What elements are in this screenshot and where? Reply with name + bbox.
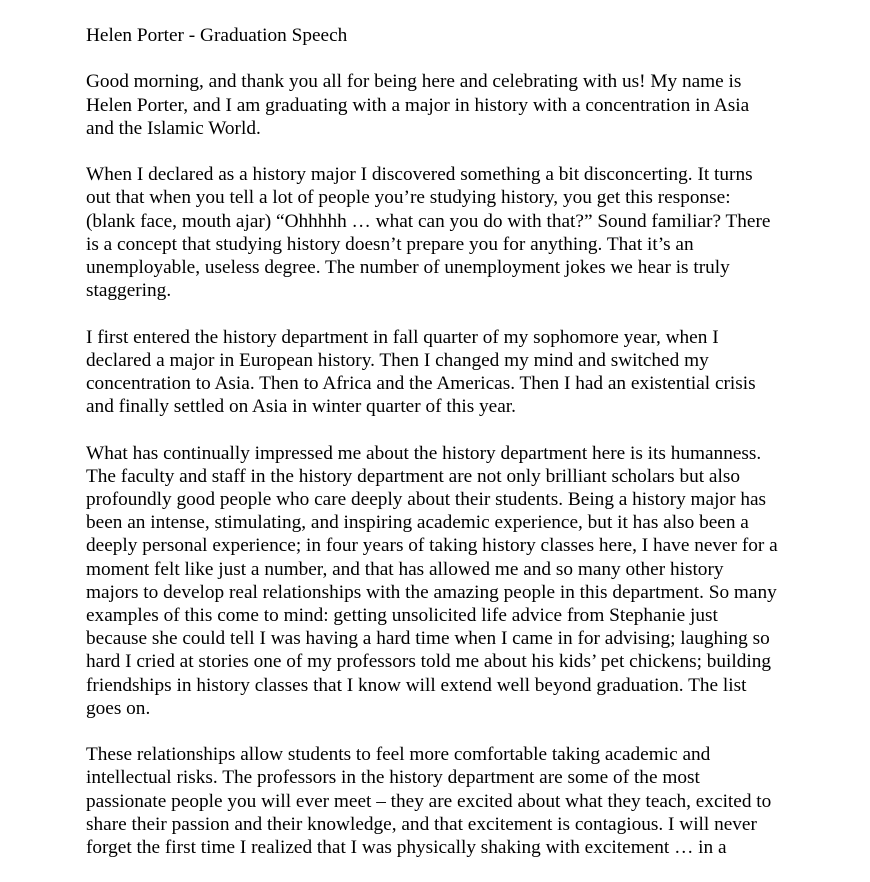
- text-line: passionate people you will ever meet – they are excited about what they teach, excited to: [86, 790, 772, 812]
- text-line: is a concept that studying history doesn’t prepare you for anything. That it’s an: [86, 233, 694, 255]
- text-line: profoundly good people who care deeply about their students. Being a history major has: [86, 489, 767, 510]
- text-line: These relationships allow students to feel more comfortable taking academic and: [86, 744, 711, 766]
- text-line: friendships in history classes that I know will extend well beyond graduation. The list: [86, 674, 747, 696]
- text-line: hard I cried at stories one of my professors told me about his kids’ pet chickens; building: [86, 651, 772, 673]
- text-line: share their passion and their knowledge, and that excitement is contagious. I will never: [86, 813, 757, 835]
- paragraph-greeting: [86, 70, 846, 140]
- text-line: majors to develop real relationships with the amazing people in this department. So many: [86, 581, 777, 603]
- text-line: examples of this come to mind: getting unsolicited life advice from Stephanie just: [86, 605, 718, 627]
- text-line: because she could tell I was having a hard time when I came in for advising; laughing so: [86, 628, 770, 650]
- text-line: (blank face, mouth ajar) “Ohhhhh … what can you do with that?” Sound familiar? There: [86, 210, 771, 232]
- text-line: Good morning, and thank you all for being here and celebrating with us! My name is: [86, 71, 742, 93]
- paragraph-entered-department: [86, 326, 846, 419]
- paragraph-relationships: [86, 743, 846, 859]
- text-line: declared a major in European history. Then I changed my mind and switched my: [86, 349, 709, 371]
- text-line: moment felt like just a number, and that has allowed me and so many other history: [86, 558, 724, 580]
- text-line: deeply personal experience; in four years of taking history classes here, I have never for a: [86, 535, 778, 557]
- text-line: unemployable, useless degree. The number of unemployment jokes we hear is truly: [86, 257, 730, 278]
- text-line: goes on.: [86, 697, 151, 719]
- text-line: been an intense, stimulating, and inspiring academic experience, but it has also been a: [86, 512, 749, 534]
- paragraph-humanness: [86, 442, 846, 720]
- text-line: When I declared as a history major I discovered something a bit disconcerting. It turns: [86, 164, 753, 186]
- text-line: What has continually impressed me about the history department here is its humanness.: [86, 442, 762, 464]
- text-line: The faculty and staff in the history department are not only brilliant scholars but also: [86, 465, 740, 487]
- text-line: and the Islamic World.: [86, 117, 261, 139]
- text-line: I first entered the history department in fall quarter of my sophomore year, when I: [86, 326, 719, 348]
- text-line: out that when you tell a lot of people you’re studying history, you get this response:: [86, 187, 731, 209]
- paragraph-declared-major: [86, 163, 846, 302]
- text-line: and finally settled on Asia in winter quarter of this year.: [86, 396, 516, 418]
- document-page: [86, 24, 846, 882]
- text-line: Helen Porter, and I am graduating with a major in history with a concentration in Asia: [86, 94, 750, 116]
- text-line: intellectual risks. The professors in the history department are some of the most: [86, 767, 700, 789]
- text-line: staggering.: [86, 280, 172, 302]
- text-line: concentration to Asia. Then to Africa and the Americas. Then I had an existential crisis: [86, 373, 756, 394]
- document-title: Helen Porter - Graduation Speech: [86, 25, 348, 46]
- text-line: forget the first time I realized that I was physically shaking with excitement … in a: [86, 837, 727, 859]
